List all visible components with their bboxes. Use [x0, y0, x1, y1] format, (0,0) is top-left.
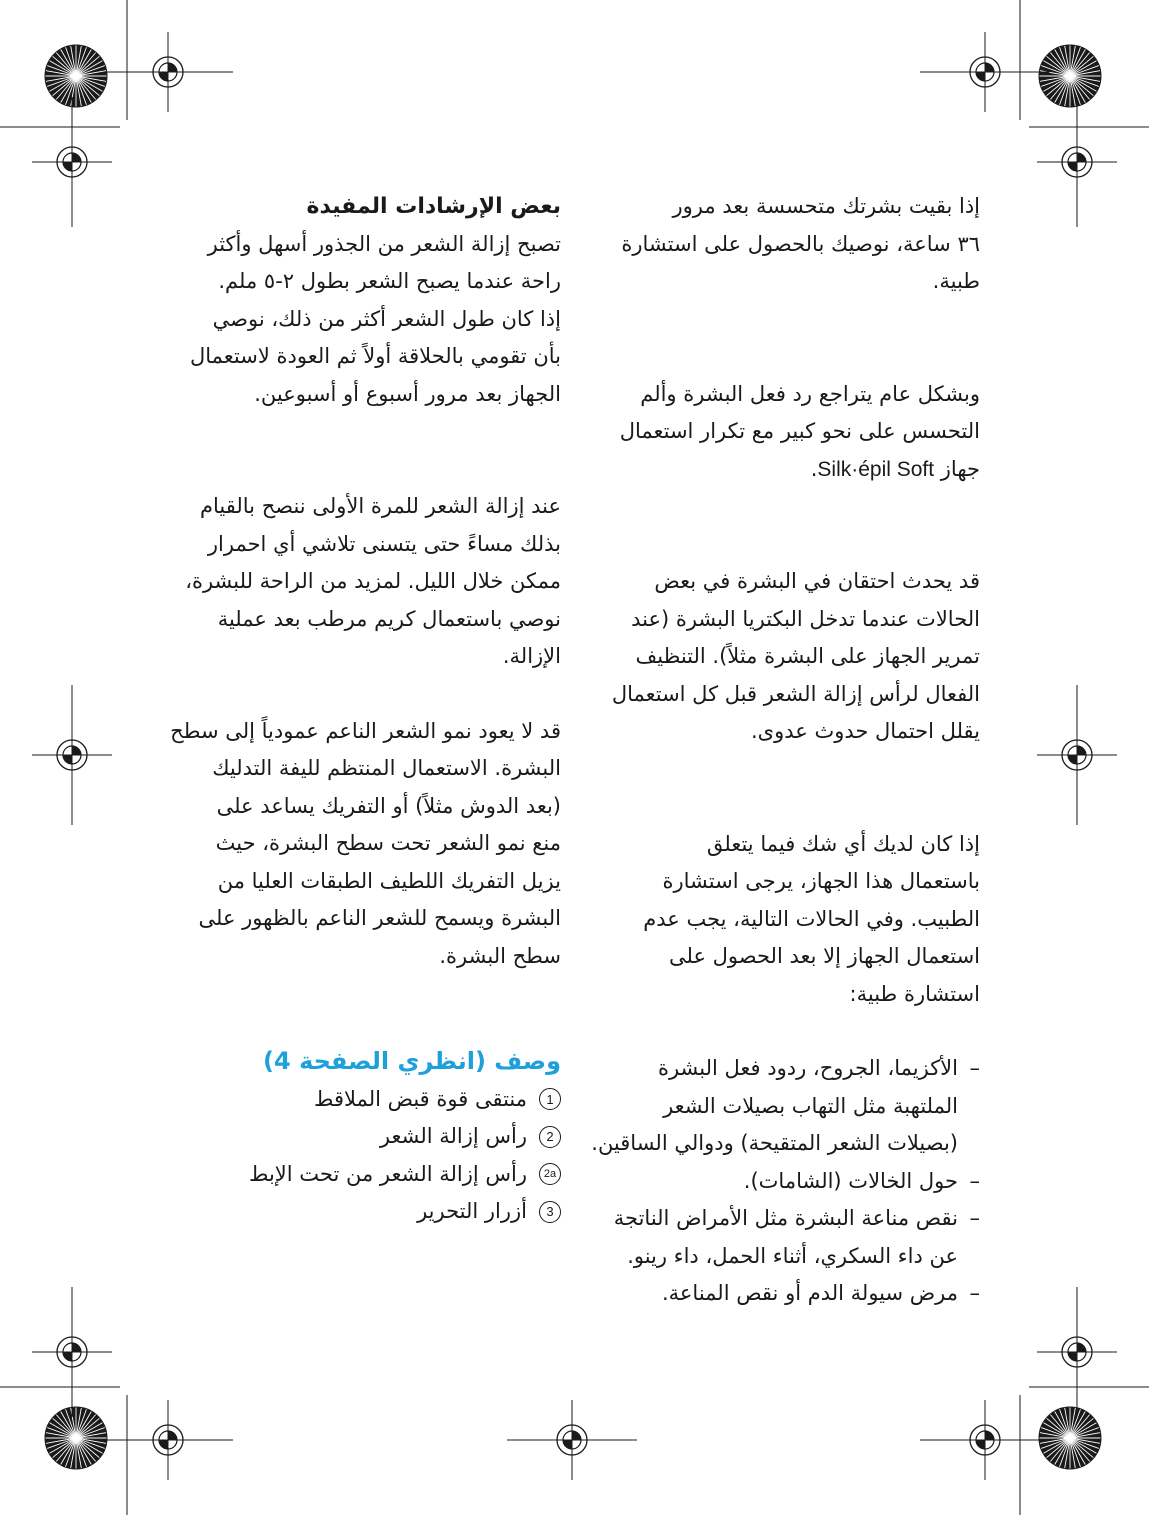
- part-label: رأس إزالة الشعر: [379, 1124, 527, 1148]
- paragraph-skin-reaction-tail: [590, 451, 980, 489]
- list-dash: –: [969, 1206, 980, 1230]
- part-label: رأس إزالة الشعر من تحت الإبط: [249, 1161, 527, 1186]
- paragraph-hair-length: تصبح إزالة الشعر من الجذور أسهل وأكثر راحة عندما يصبح الشعر بطول ٢-٥ ملم. إذا كان طول الشعر أكثر من ذلك، نوصي بأن تقومي بالحلاقة أولاً ثم العودة لاستعمال الجهاز بعد مرور أسبوع أو أسبوعين.: [190, 231, 561, 406]
- conditions-list: [590, 1050, 980, 1313]
- list-item: [590, 1050, 980, 1163]
- part-number-badge: 2a: [539, 1163, 561, 1185]
- right-column: [590, 188, 980, 1313]
- paragraph-ingrown-hair: قد لا يعود نمو الشعر الناعم عمودياً إلى سطح البشرة. الاستعمال المنتظم لليفة التدليك (بعد الدوش مثلاً) أو التفريك يساعد على منع نمو الشعر تحت سطح البشرة، حيث يزيل التفريك اللطيف الطبقات العليا من البشرة ويسمح للشعر الناعم بالظهور على سطح البشرة.: [170, 718, 561, 968]
- paragraph-medical-advice: إذا كان لديك أي شك فيما يتعلق باستعمال هذا الجهاز، يرجى استشارة الطبيب. وفي الحالات التالية، يجب عدم استعمال الجهاز إلا بعد الحصول على استشارة طبية:: [643, 831, 980, 1006]
- part-number-badge: 3: [539, 1201, 561, 1223]
- paragraph-first-epilation: عند إزالة الشعر للمرة الأولى ننصح بالقيام بذلك مساءً حتى يتسنى تلاشي أي احمرار ممكن خلال الليل. لمزيد من الراحة للبشرة، نوصي باستعمال كريم مرطب بعد عملية الإزالة.: [185, 494, 561, 668]
- paragraph-skin-sensitivity: إذا بقيت بشرتك متحسسة بعد مرور ٣٦ ساعة، نوصيك بالحصول على استشارة طبية.: [621, 194, 980, 293]
- device-prefix: جهاز: [934, 456, 980, 481]
- paragraph-inflammation: قد يحدث احتقان في البشرة في بعض الحالات عندما تدخل البكتريا البشرة (عند تمرير الجهاز على البشرة مثلاً). التنظيف الفعال لرأس إزالة الشعر قبل كل استعمال يقلل احتمال حدوث عدوى.: [611, 569, 980, 743]
- paragraph-skin-reaction-lines: وبشكل عام يتراجع رد فعل البشرة وألم التحسس على نحو كبير مع تكرار استعمال: [619, 381, 980, 443]
- list-item-text: مرض سيولة الدم أو نقص المناعة.: [661, 1281, 958, 1305]
- list-dash: –: [969, 1056, 980, 1080]
- parts-list-item: [168, 1118, 561, 1156]
- list-dash: –: [969, 1281, 980, 1305]
- list-dash: –: [969, 1168, 980, 1193]
- description-heading: وصف (انظري الصفحة 4): [263, 1047, 561, 1075]
- list-item: [590, 1200, 980, 1275]
- part-number-badge: 2: [539, 1126, 561, 1148]
- parts-list: [168, 1081, 561, 1231]
- paragraph-skin-reaction: [590, 376, 980, 489]
- product-name: Silk·épil Soft: [817, 457, 935, 481]
- list-item: [590, 1163, 980, 1201]
- list-item-text: نقص مناعة البشرة مثل الأمراض الناتجة عن داء السكري، أثناء الحمل، داء رينو.: [613, 1206, 958, 1268]
- tail-period: .: [810, 456, 818, 481]
- part-label: منتقى قوة قبض الملاقط: [314, 1086, 527, 1111]
- part-number-badge: 1: [539, 1088, 561, 1110]
- left-column: [168, 188, 561, 1231]
- parts-list-item: [168, 1193, 561, 1231]
- part-label: أزرار التحرير: [417, 1199, 527, 1223]
- list-item-text: حول الخالات (الشامات).: [743, 1168, 958, 1193]
- parts-list-item: [168, 1081, 561, 1119]
- list-item: [590, 1275, 980, 1313]
- tips-heading: بعض الإرشادات المفيدة: [306, 194, 561, 219]
- parts-list-item: [168, 1156, 561, 1194]
- list-item-text: الأكزيما، الجروح، ردود فعل البشرة الملتهبة مثل التهاب بصيلات الشعر (بصيلات الشعر المتقيحة) ودوالي الساقين.: [591, 1056, 958, 1155]
